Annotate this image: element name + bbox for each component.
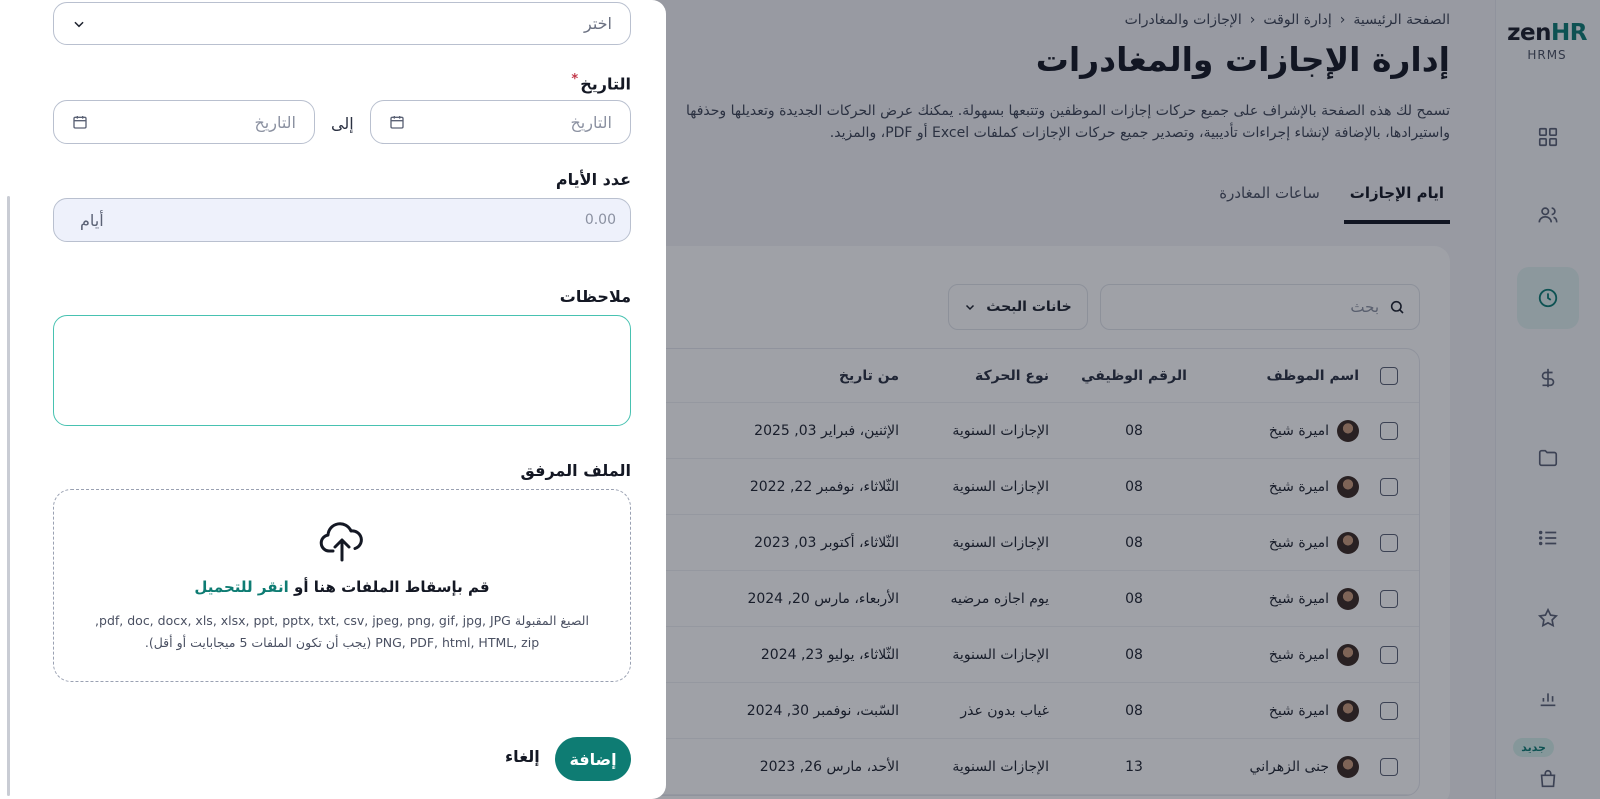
date-to-placeholder: التاريخ	[254, 112, 296, 132]
leave-type: يوم اجازه مرضيه	[950, 590, 1049, 607]
employee-name: اميرة شيخ	[1268, 534, 1329, 551]
from-date: الأحد، مارس 26, 2023	[759, 758, 899, 775]
from-date: الثّلاثاء، أكتوبر 03, 2023	[754, 534, 899, 551]
add-leave-drawer	[0, 0, 666, 799]
chevron-down-icon	[72, 17, 86, 31]
add-button[interactable]: إضافة	[555, 737, 631, 781]
from-date: الثّلاثاء، نوفمبر 22, 2022	[749, 478, 899, 495]
employee-id: 08	[1125, 646, 1143, 663]
logo-subtitle: HRMS	[1527, 48, 1567, 62]
calendar-icon	[389, 114, 405, 130]
new-badge: جديد	[1513, 738, 1554, 757]
employee-name: اميرة شيخ	[1268, 590, 1329, 607]
employee-name: اميرة شيخ	[1268, 478, 1329, 495]
employee-id: 13	[1125, 758, 1143, 775]
employee-id: 08	[1125, 590, 1143, 607]
drop-title	[54, 578, 630, 596]
drawer-scrollbar[interactable]	[7, 196, 10, 796]
from-date: الأربعاء، مارس 20, 2024	[747, 590, 899, 607]
click-to-upload-link[interactable]: انقر للتحميل	[194, 578, 289, 596]
days-label: عدد الأيام	[555, 170, 631, 189]
employee-id: 08	[1125, 702, 1143, 719]
header-from-date[interactable]: من تاريخ	[838, 367, 899, 384]
page-description: تسمح لك هذه الصفحة بالإشراف على جميع حركات إجازات الموظفين وتتبعها بسهولة. يمكنك عرض الحركات الجديدة وتعديلها وحذفها واستيرادها، بالإضافة لإنشاء إجراءات تأديبية، وتصدير جميع حركات الإجازات كملفات Excel أو PDF، والمزيد.	[686, 103, 1450, 141]
chevron-left-icon: ‹	[1339, 12, 1346, 28]
days-value: 0.00	[584, 212, 616, 228]
chevron-left-icon: ‹	[1249, 12, 1256, 28]
employee-name: اميرة شيخ	[1268, 702, 1329, 719]
breadcrumb-section[interactable]: إدارة الوقت	[1263, 12, 1332, 28]
notes-textarea[interactable]	[53, 315, 631, 426]
search-fields-label: خانات البحث	[986, 299, 1072, 315]
tab-leave-days[interactable]: ايام الإجازات	[1344, 178, 1450, 224]
date-to-field[interactable]	[53, 100, 315, 144]
date-from-placeholder: التاريخ	[570, 112, 612, 132]
breadcrumb-home[interactable]: الصفحة الرئيسية	[1353, 12, 1450, 28]
leave-type: الإجازات السنوية	[952, 758, 1049, 775]
days-unit: أيام	[80, 210, 104, 230]
employee-name: اميرة شيخ	[1268, 422, 1329, 439]
calendar-icon	[72, 114, 88, 130]
leave-type: الإجازات السنوية	[952, 534, 1049, 551]
from-date: الإثنين، فبراير 03, 2025	[754, 422, 899, 439]
type-select[interactable]	[53, 2, 631, 45]
date-from-field[interactable]	[370, 100, 631, 144]
days-count-field	[53, 198, 631, 242]
select-value: اختر	[584, 14, 612, 33]
cancel-button[interactable]: إلغاء	[505, 747, 540, 766]
header-type[interactable]: نوع الحركة	[975, 367, 1049, 384]
header-employee-name[interactable]: اسم الموظف	[1266, 367, 1359, 384]
employee-name: جنى الزهراني	[1249, 758, 1329, 775]
logo-text: zen	[1507, 20, 1551, 46]
to-label: إلى	[331, 114, 354, 133]
formats-line-2: PNG, PDF, html, HTML, zip (يجب أن تكون الملفات 5 ميجابايت أو أقل).	[144, 635, 540, 650]
file-drop-zone[interactable]	[53, 489, 631, 682]
accepted-formats	[54, 610, 630, 654]
leave-type: الإجازات السنوية	[952, 422, 1049, 439]
leave-type: الإجازات السنوية	[952, 646, 1049, 663]
search-placeholder: بحث	[1350, 298, 1379, 316]
employee-name: اميرة شيخ	[1268, 646, 1329, 663]
employee-id: 08	[1125, 534, 1143, 551]
formats-line-1: الصيغ المقبولة pdf, doc, docx, xls, xlsx, ppt, pptx, txt, csv, jpeg, png, gif, jpg, JPG,	[95, 613, 589, 628]
page-title: إدارة الإجازات والمغادرات	[1035, 40, 1450, 79]
date-label	[571, 72, 631, 93]
leave-type: غياب بدون عذر	[960, 702, 1049, 719]
leave-type: الإجازات السنوية	[952, 478, 1049, 495]
breadcrumb-current: الإجازات والمغادرات	[1124, 12, 1242, 28]
attachment-label: الملف المرفق	[520, 461, 631, 480]
from-date: السّبت، نوفمبر 30, 2024	[746, 702, 899, 719]
employee-id: 08	[1125, 422, 1143, 439]
notes-label: ملاحظات	[559, 287, 631, 306]
drop-text: قم بإسقاط الملفات هنا أو	[294, 578, 490, 596]
cloud-upload-icon	[318, 520, 366, 562]
employee-id: 08	[1125, 478, 1143, 495]
from-date: الثّلاثاء، يوليو 23, 2024	[760, 646, 899, 663]
logo-accent: HR	[1550, 20, 1587, 46]
date-label-text: التاريخ	[580, 74, 631, 94]
required-mark: *	[571, 72, 579, 87]
header-employee-id[interactable]: الرقم الوظيفي	[1081, 367, 1187, 384]
tab-leave-hours[interactable]: ساعات المغادرة	[1219, 184, 1320, 202]
